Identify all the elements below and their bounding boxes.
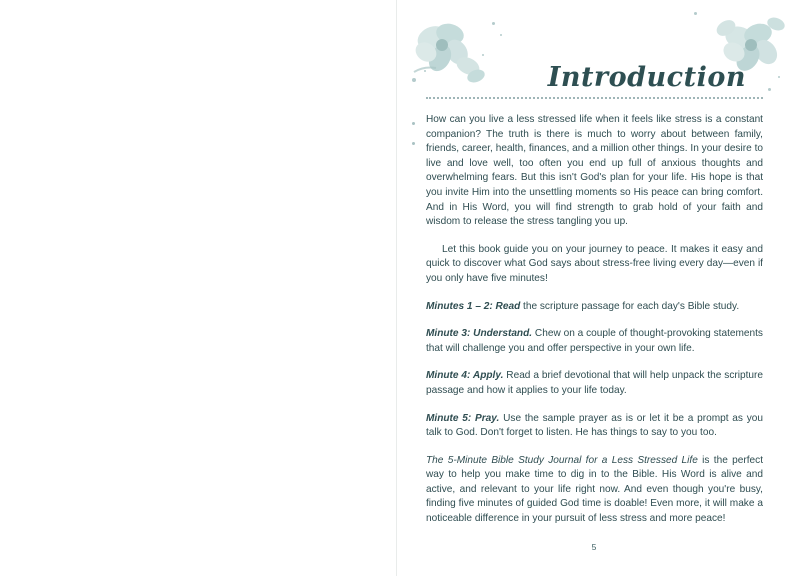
right-page (396, 0, 792, 576)
paint-speck (694, 12, 697, 15)
intro-paragraph-1: How can you live a less stressed life when it feels like stress is a constant companion? The truth is there is much to worry about between family, friends, career, health, finances, and a million other things. In your desire to live and love well, too often you end up full of anxious thoughts and overwhelming fears. But this isn't God's plan for your life. His hope is that you invite Him into the unsettling moments so His peace can bring comfort. And in His Word, you will find strength to grab hold of your faith and wisdom to release the stress tangling you up. (426, 114, 763, 228)
paint-speck (500, 34, 502, 36)
step-3-text: Read a brief devotional that will help unpack the scripture passage and how it applies to your life today. (426, 370, 763, 396)
step-item-1 (426, 300, 763, 315)
margin-dot (412, 122, 415, 125)
step-item-4 (426, 412, 763, 441)
intro-paragraph-2: Let this book guide you on your journey to peace. It makes it easy and quick to discover what God says about stress-free living every day—even if you only have five minutes! (426, 243, 763, 284)
paint-speck (778, 76, 780, 78)
step-1-text: the scripture passage for each day's Bible study. (520, 300, 740, 312)
page-title: Introduction (547, 62, 746, 94)
step-2-lead: Minute 3: Understand. (426, 328, 533, 340)
page-number: 5 (591, 542, 597, 552)
margin-dot (412, 142, 415, 145)
step-4-text: Use the sample prayer as is or let it be a prompt as you talk to God. Don't forget to listen. He has things to say to you too. (426, 412, 763, 439)
step-1-lead: Minutes 1 – 2: Read (426, 300, 521, 312)
step-3-lead: Minute 4: Apply. (426, 370, 504, 382)
step-item-3 (426, 369, 763, 398)
paint-speck (482, 54, 484, 56)
step-item-2 (426, 327, 763, 356)
closing-paragraph (426, 454, 763, 527)
introduction-body (426, 113, 763, 537)
book-title: The 5-Minute Bible Study Journal for a Less Stressed Life (426, 454, 698, 466)
paint-speck (492, 22, 495, 25)
step-2-text: Chew on a couple of thought-provoking statements that will challenge you and offer perspective in your own life. (426, 328, 763, 354)
step-4-lead: Minute 5: Pray. (426, 412, 500, 424)
title-divider (426, 97, 763, 101)
closing-text: is the perfect way to help you make time to dig in to the Bible. His Word is alive and active, and relevant to your life right now. And even though you're busy, finding five minutes of guided God time is doable! Even more, it will make a noticeable difference in your pursuit of less stress and more peace! (426, 454, 763, 525)
